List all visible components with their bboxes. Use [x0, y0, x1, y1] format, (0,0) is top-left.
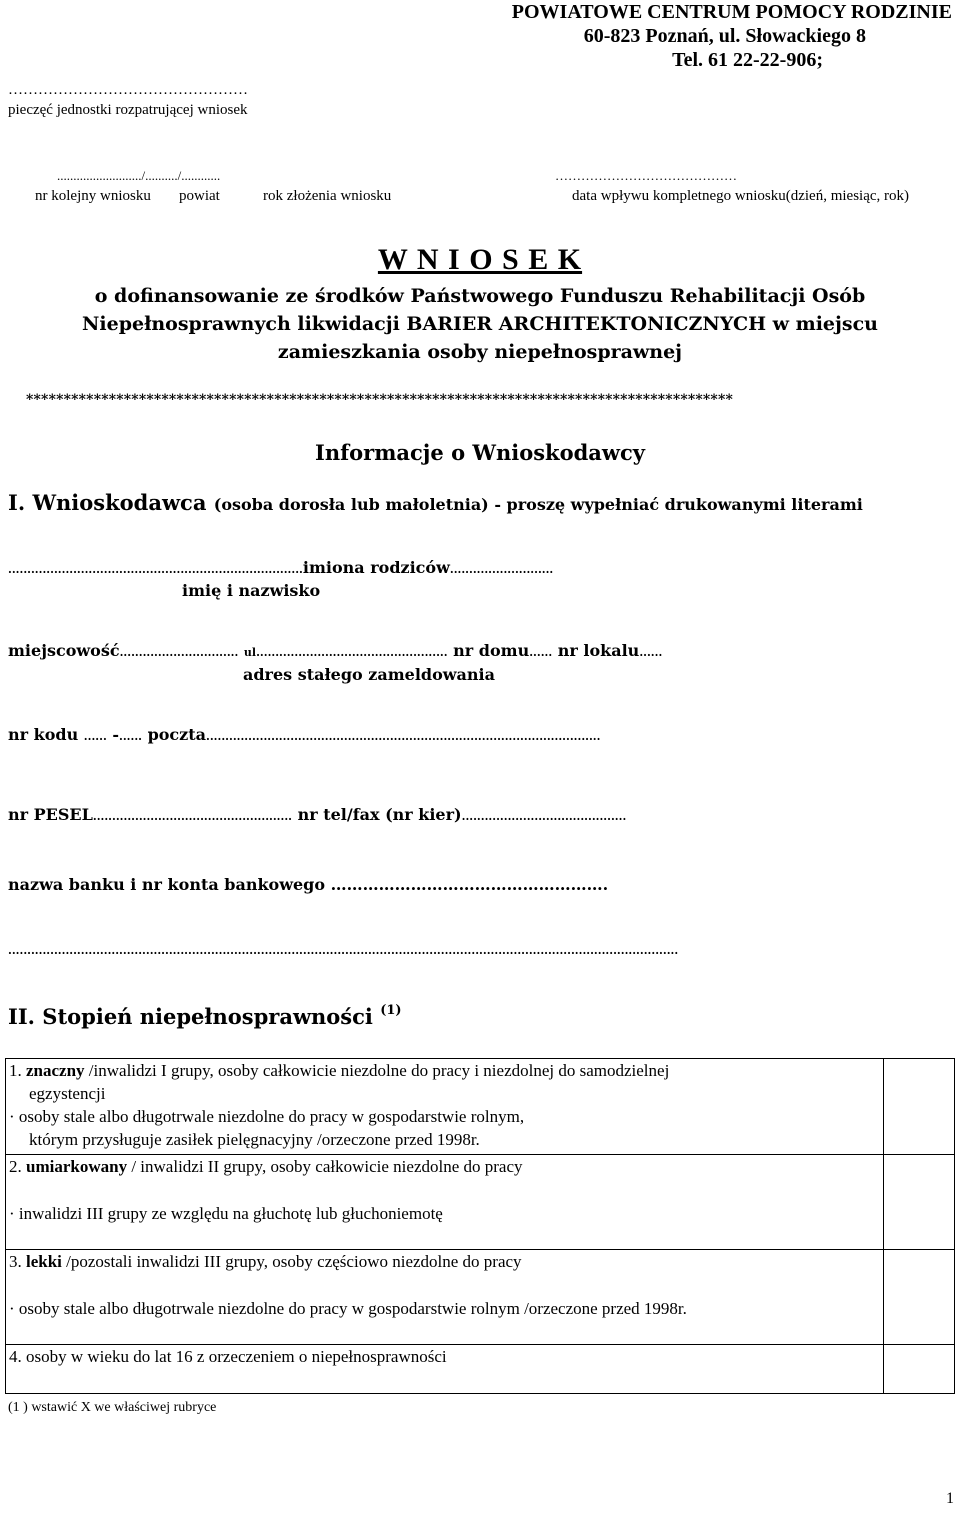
house-label: nr domu — [453, 641, 530, 660]
label-application-number: nr kolejny wniosku — [35, 188, 151, 204]
address-label: adres stałego zameldowania — [243, 665, 495, 684]
name-field[interactable]: ............................................................................. — [8, 563, 303, 576]
degree-2-checkbox[interactable] — [884, 1155, 955, 1250]
registration-date-field: …………………………………… — [555, 168, 737, 183]
table-row — [6, 1345, 955, 1394]
table-row — [6, 1155, 955, 1250]
degree-3-number: 3. — [9, 1252, 22, 1271]
bank-field-2[interactable]: ............................................................................................................................................................................... — [8, 944, 679, 957]
postal-field-2[interactable]: ...... — [119, 730, 142, 743]
degree-2-bullet: · inwalidzi III grupy ze względu na głuchotę lub głuchoniemotę — [9, 1204, 443, 1223]
degree-4-cell — [6, 1345, 884, 1394]
document-title: W N I O S E K — [377, 243, 583, 276]
postal-dash: - — [112, 725, 119, 744]
stamp-dots: ………………………………………… — [8, 82, 248, 98]
bank-field[interactable]: ……………………………………………. — [330, 875, 609, 894]
parents-label: imiona rodziców — [302, 558, 450, 577]
flat-label: nr lokalu — [557, 641, 640, 660]
pesel-field[interactable]: .................................................... — [92, 810, 292, 823]
footnote: (1 ) wstawić X we właściwej rubryce — [8, 1400, 217, 1415]
degree-1-bullet-2: którym przysługuje zasiłek pielęgnacyjny /orzeczone przed 1998r. — [29, 1130, 480, 1149]
table-row — [6, 1059, 955, 1155]
title-line-1: o dofinansowanie ze środków Państwowego Funduszu Rehabilitacji Osób — [94, 285, 866, 307]
parents-field[interactable]: ........................... — [449, 563, 554, 576]
degree-2-cell — [6, 1155, 884, 1250]
bank-label: nazwa banku i nr konta bankowego — [8, 875, 326, 894]
degree-2-description: / inwalidzi II grupy, osoby całkowicie niezdolne do pracy — [127, 1157, 523, 1176]
title-line-3: zamieszkania osoby niepełnosprawnej — [277, 341, 683, 363]
institution-name: POWIATOWE CENTRUM POMOCY RODZINIE — [511, 1, 952, 23]
title-line-2: Niepełnosprawnych likwidacji BARIER ARCHITEKTONICZNYCH w miejscu — [82, 313, 878, 335]
label-receipt-date: data wpływu kompletnego wniosku(dzień, miesiąc, rok) — [572, 188, 910, 204]
address-row — [8, 641, 662, 660]
bank-row — [8, 875, 608, 894]
name-label: imię i nazwisko — [182, 581, 321, 600]
postal-label: nr kodu — [8, 725, 79, 744]
label-year: rok złożenia wniosku — [263, 188, 392, 204]
house-field[interactable]: ...... — [529, 646, 553, 659]
street-field[interactable]: ................................................. — [259, 646, 448, 659]
degree-1-number: 1. — [9, 1061, 22, 1080]
degree-3-bullet: · osoby stale albo długotrwale niezdolne do pracy w gospodarstwie rolnym /orzeczone przed 1998r. — [9, 1299, 687, 1318]
degree-4-checkbox[interactable] — [884, 1345, 955, 1394]
label-district: powiat — [179, 188, 220, 204]
degree-4-number: 4. — [9, 1347, 22, 1366]
degree-3-description: /pozostali inwalidzi III grupy, osoby częściowo niezdolne do pracy — [61, 1252, 522, 1271]
registration-number-field: ........................../........../............ — [57, 168, 221, 183]
degree-2-number: 2. — [9, 1157, 22, 1176]
disability-degree-table — [5, 1058, 955, 1394]
city-label: miejscowość — [8, 641, 120, 660]
section-1-heading — [8, 490, 863, 515]
degree-4-description: osoby w wieku do lat 16 z orzeczeniem o niepełnosprawności — [21, 1347, 447, 1366]
degree-1-cell — [6, 1059, 884, 1155]
degree-3-checkbox[interactable] — [884, 1250, 955, 1345]
degree-3-name: lekki — [26, 1252, 62, 1271]
city-field[interactable]: ............................... — [119, 646, 239, 659]
name-row — [8, 558, 553, 577]
phone-field[interactable]: ........................................... — [461, 810, 627, 823]
section-2-number: II. — [8, 1004, 35, 1029]
degree-1-checkbox[interactable] — [884, 1059, 955, 1155]
institution-phone: Tel. 61 22-22-906; — [672, 49, 823, 71]
postal-field-1[interactable]: ...... — [83, 730, 107, 743]
pesel-label: nr PESEL — [8, 805, 93, 824]
section-info-heading: Informacje o Wnioskodawcy — [315, 440, 645, 465]
phone-label: nr tel/fax (nr kier) — [297, 805, 462, 824]
degree-1-description: /inwalidzi I grupy, osoby całkowicie niezdolne do pracy i niezdolnej do samodzielnej — [84, 1061, 670, 1080]
flat-field[interactable]: ...... — [639, 646, 663, 659]
post-office-field[interactable]: ....................................................................................................... — [206, 730, 601, 743]
institution-address: 60-823 Poznań, ul. Słowackiego 8 — [583, 25, 866, 47]
section-1-subtitle: (osoba dorosła lub małoletnia) - proszę wypełniać drukowanymi literami — [213, 495, 863, 514]
section-1-title: Wnioskodawca — [32, 490, 207, 515]
footnote-mark: (1) — [380, 1003, 402, 1018]
degree-3-cell — [6, 1250, 884, 1345]
street-label: ul. — [243, 646, 260, 659]
degree-1-bullet: · osoby stale albo długotrwale niezdolne do pracy w gospodarstwie rolnym, — [9, 1107, 525, 1126]
stamp-label: pieczęć jednostki rozpatrującej wniosek — [8, 102, 248, 118]
postal-row — [8, 725, 600, 744]
degree-2-name: umiarkowany — [26, 1157, 128, 1176]
page-number: 1 — [946, 1490, 954, 1507]
section-2-title: Stopień niepełnosprawności — [42, 1004, 373, 1029]
degree-1-name: znaczny — [26, 1061, 85, 1080]
pesel-row — [8, 805, 626, 824]
degree-1-line-2: egzystencji — [29, 1084, 106, 1103]
section-1-number: I. — [8, 490, 26, 515]
post-office-label: poczta — [147, 725, 207, 744]
asterisk-separator: ********************************************************************************************** — [26, 392, 734, 408]
table-row — [6, 1250, 955, 1345]
section-2-heading — [8, 1003, 402, 1029]
